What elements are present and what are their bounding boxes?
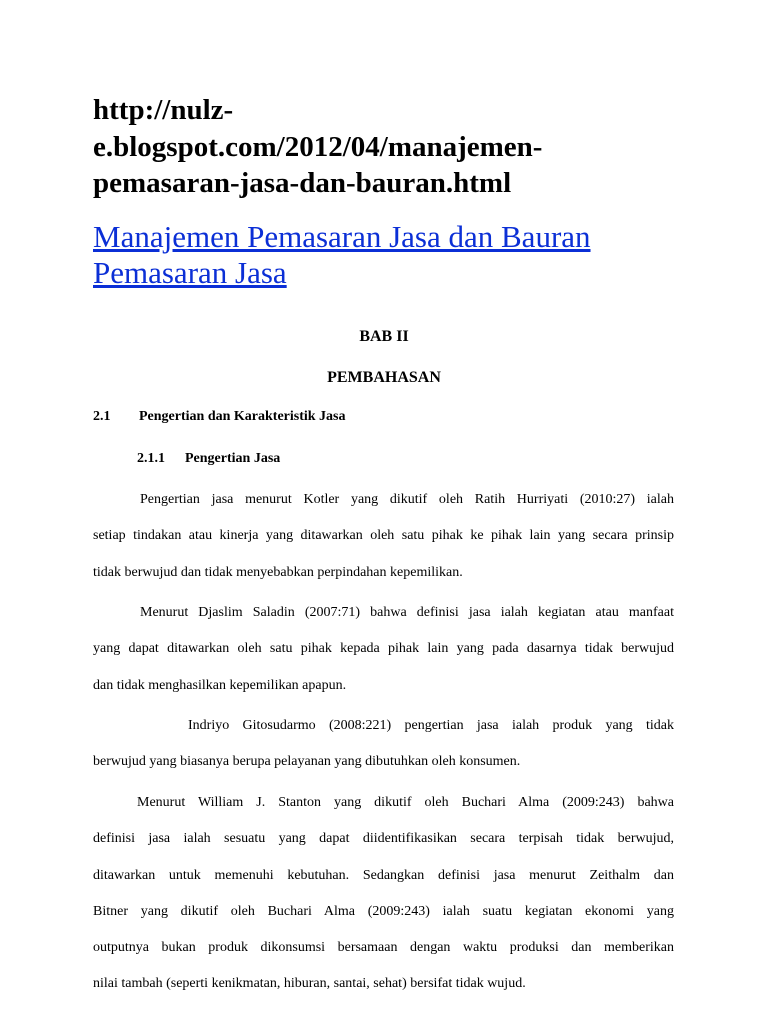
source-url-heading — [93, 92, 693, 202]
section-number: 2.1 — [93, 409, 111, 424]
paragraph-line: Bitner yang dikutif oleh Buchari Alma (2009:243) ialah suatu kegiatan ekonomi yang — [93, 904, 674, 919]
article-title-link[interactable] — [93, 219, 713, 291]
paragraph-line: nilai tambah (seperti kenikmatan, hiburan, santai, sehat) bersifat tidak wujud. — [93, 976, 526, 991]
section-title: Pengertian dan Karakteristik Jasa — [139, 409, 346, 424]
section-heading — [93, 408, 346, 426]
paragraph-line: tidak berwujud dan tidak menyebabkan perpindahan kepemilikan. — [93, 565, 463, 580]
paragraph-line: Menurut Djaslim Saladin (2007:71) bahwa definisi jasa ialah kegiatan atau manfaat — [140, 605, 674, 620]
paragraph-line: ditawarkan untuk memenuhi kebutuhan. Sedangkan definisi jasa menurut Zeithalm dan — [93, 868, 674, 883]
article-title-line: Manajemen Pemasaran Jasa dan Bauran — [93, 219, 591, 254]
source-url-line: http://nulz- — [93, 94, 234, 126]
subsection-heading — [137, 450, 280, 468]
paragraph-line: Indriyo Gitosudarmo (2008:221) pengertian jasa ialah produk yang tidak — [188, 718, 674, 733]
chapter-heading: BAB II — [359, 328, 409, 345]
article-title-line: Pemasaran Jasa — [93, 255, 287, 290]
paragraph-line: Menurut William J. Stanton yang dikutif oleh Buchari Alma (2009:243) bahwa — [137, 795, 674, 810]
subsection-number: 2.1.1 — [137, 451, 165, 466]
paragraph-line: definisi jasa ialah sesuatu yang dapat diidentifikasikan secara terpisah tidak berwujud, — [93, 831, 674, 846]
source-url-line: pemasaran-jasa-dan-bauran.html — [93, 167, 512, 199]
paragraph-line: outputnya bukan produk dikonsumsi bersamaan dengan waktu produksi dan memberikan — [93, 940, 674, 955]
source-url-line: e.blogspot.com/2012/04/manajemen- — [93, 130, 543, 163]
chapter-title: PEMBAHASAN — [327, 369, 441, 386]
paragraph-line: setiap tindakan atau kinerja yang ditawarkan oleh satu pihak ke pihak lain yang secara prinsip — [93, 528, 674, 543]
paragraph-line: Pengertian jasa menurut Kotler yang dikutif oleh Ratih Hurriyati (2010:27) ialah — [140, 492, 674, 507]
paragraph-line: yang dapat ditawarkan oleh satu pihak kepada pihak lain yang pada dasarnya tidak berwujud — [93, 641, 674, 656]
subsection-title: Pengertian Jasa — [185, 451, 281, 466]
paragraph-line: berwujud yang biasanya berupa pelayanan yang dibutuhkan oleh konsumen. — [93, 754, 521, 769]
paragraph-line: dan tidak menghasilkan kepemilikan apapun. — [93, 678, 347, 693]
